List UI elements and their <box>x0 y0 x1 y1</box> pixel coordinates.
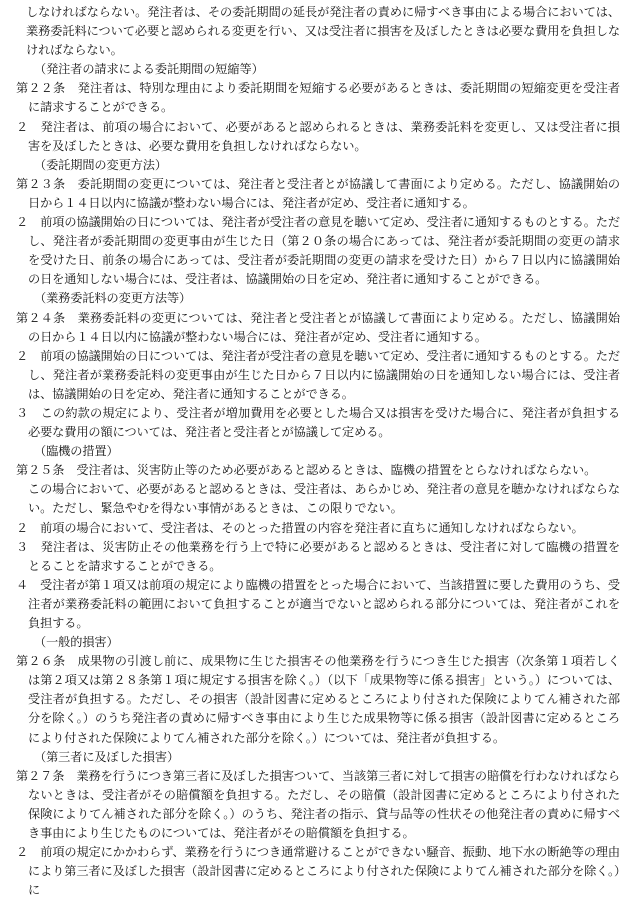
article-22: 第２２条 発注者は、特別な理由により委託期間を短縮する必要があるときは、委託期間の短縮変更を受注者に請求することができる。 <box>16 81 620 115</box>
article-heading: （臨機の措置） <box>34 444 119 459</box>
article-heading: （一般的損害） <box>34 635 119 650</box>
article-27: 第２７条 業務を行うにつき第三者に及ぼした損害ついて、当該第三者に対して損害の賠償を行わなければならないときは、受注者がその賠償額を負担する。ただし、その賠償（設計図書に定めるところにより付された保険によりてん補された部分を除く。）のうち、発注者の指示、貸与品等の性状その他発注者の責めに帰すべき事由により生じたものについては、発注者がその賠償額を負担する。 <box>16 768 620 841</box>
article-25-paragraph-2: ２ 前項の場合において、受注者は、そのとった措置の内容を発注者に直ちに通知しなければならない。 <box>16 520 584 535</box>
article-24-paragraph-3: ３ この約款の規定により、受注者が増加費用を必要とした場合又は損害を受けた場合に、発注者が負担する必要な費用の額については、発注者と受注者とが協議して定める。 <box>16 405 620 440</box>
article-27-paragraph-2: ２ 前項の規定にかかわらず、業務を行うにつき通常避けることができない騒音、振動、地下水の断絶等の理由により第三者に及ぼした損害（設計図書に定めるところにより付された保険によりてん補された部分を除く。）に <box>16 845 620 898</box>
article-25-continuation: この場合において、必要があると認めるときは、受注者は、あらかじめ、発注者の意見を聴かなければならない。ただし、緊急やむを得ない事情があるときは、この限りでない。 <box>28 482 620 516</box>
article-24: 第２４条 業務委託料の変更については、発注者と受注者とが協議して書面により定める。ただし、協議開始の日から１４日以内に協議が整わない場合には、発注者が定め、受注者に通知する。 <box>16 310 620 344</box>
article-26: 第２６条 成果物の引渡し前に、成果物に生じた損害その他業務を行うにつき生じた損害（次条第１項若しくは第２項又は第２８条第１項に規定する損害を除く。）（以下「成果物等に係る損害」という。）については、受注者が負担する。ただし、その損害（設計図書に定めるところにより付された保険によりてん補された部分を除く。）のうち発注者の責めに帰すべき事由により生じた成果物等に係る損害（設計図書に定めるところにより付された保険によりてん補された部分を除く。）については、発注者が負担する。 <box>16 654 620 745</box>
article-25-paragraph-4: ４ 受注者が第１項又は前項の規定により臨機の措置をとった場合において、当該措置に要した費用のうち、受注者が業務委託料の範囲において負担することが適当でないと認められる部分については、発注者がこれを負担する。 <box>16 577 620 630</box>
article-25-paragraph-3: ３ 発注者は、災害防止その他業務を行う上で特に必要があると認めるときは、受注者に対して臨機の措置をとることを請求することができる。 <box>16 539 620 573</box>
article-25: 第２５条 受注者は、災害防止等のため必要があると認めるときは、臨機の措置をとらなければならない。 <box>16 463 597 478</box>
article-23: 第２３条 委託期間の変更については、発注者と受注者とが協議して書面により定める。ただし、協議開始の日から１４日以内に協議が整わない場合には、発注者が定め、受注者に通知する。 <box>16 176 620 210</box>
article-heading: （委託期間の変更方法） <box>34 157 167 172</box>
article-heading: （発注者の請求による委託期間の短縮等） <box>34 62 264 77</box>
article-heading: （業務委託料の変更方法等） <box>34 291 192 306</box>
article-22-paragraph-2: ２ 発注者は、前項の場合において、必要があると認められるときは、業務委託料を変更し、又は受注者に損害を及ぼしたときは、必要な費用を負担しなければならない。 <box>16 119 620 153</box>
article-24-paragraph-2: ２ 前項の協議開始の日については、発注者が受注者の意見を聴いて定め、受注者に通知するものとする。ただし、発注者が業務委託料の変更事由が生じた日から７日以内に協議開始の日を通知しない場合には、受注者は、協議開始の日を定め、発注者に通知することができる。 <box>16 348 620 401</box>
article-23-paragraph-2: ２ 前項の協議開始の日については、発注者が受注者の意見を聴いて定め、受注者に通知するものとする。ただし、発注者が委託期間の変更事由が生じた日（第２０条の場合にあっては、発注者が委託期間の変更の請求を受けた日、前条の場合にあっては、受注者が委託期間の変更の請求を受けた日）から７日以内に協議開始の日を通知しない場合には、受注者は、協議開始の日を定め、発注者に通知することができる。 <box>16 215 620 287</box>
article-heading: （第三者に及ぼした損害） <box>34 749 180 764</box>
continuation-paragraph: しなければならない。発注者は、その委託期間の延長が発注者の責めに帰すべき事由による場合においては、業務委託料について必要と認められる変更を行い、又は受注者に損害を及ぼしたときは必要な費用を負担しなければならない。 <box>26 5 620 58</box>
